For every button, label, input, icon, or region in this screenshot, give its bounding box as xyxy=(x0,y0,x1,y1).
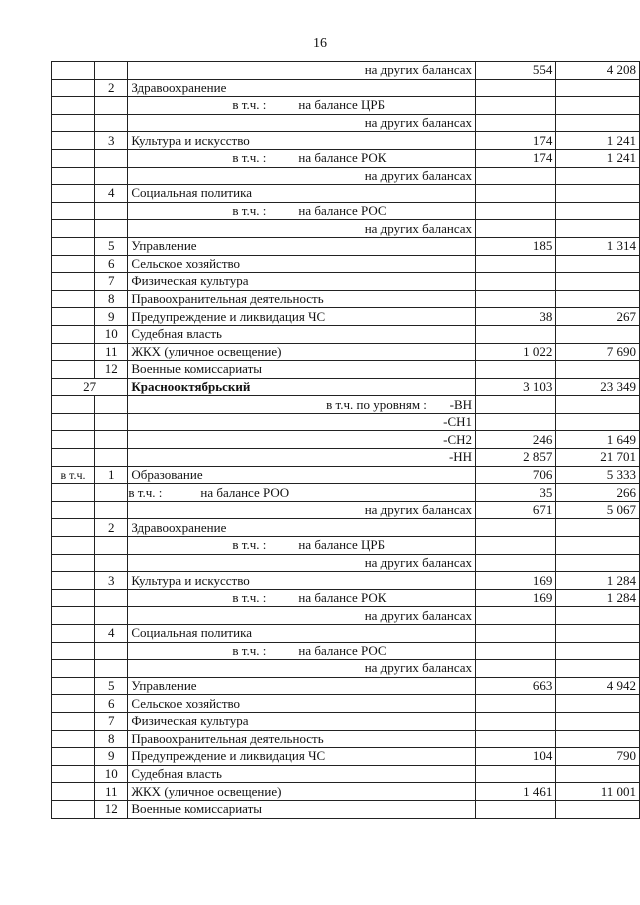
value-col-2 xyxy=(556,97,640,115)
region-number: 27 xyxy=(52,378,128,396)
value-col-1: 38 xyxy=(476,308,556,326)
tch-cell xyxy=(52,431,95,449)
row-number xyxy=(95,431,128,449)
row-number xyxy=(95,449,128,467)
value-col-1 xyxy=(476,519,556,537)
value-col-2 xyxy=(556,202,640,220)
table-row xyxy=(52,607,640,625)
row-number xyxy=(95,660,128,678)
row-number xyxy=(95,413,128,431)
row-number: 3 xyxy=(95,132,128,150)
row-number xyxy=(95,396,128,414)
value-col-2 xyxy=(556,607,640,625)
row-number xyxy=(95,220,128,238)
sector-name: Предупреждение и ликвидация ЧС xyxy=(128,748,476,766)
sector-name: Управление xyxy=(128,237,476,255)
table-row xyxy=(52,185,640,203)
balance-name: на балансе РОС xyxy=(298,642,387,658)
value-col-2 xyxy=(556,167,640,185)
row-number: 12 xyxy=(95,800,128,818)
tch-cell xyxy=(52,783,95,801)
table-row xyxy=(52,625,640,643)
table-row xyxy=(52,748,640,766)
value-col-1 xyxy=(476,695,556,713)
row-number: 2 xyxy=(95,79,128,97)
table-row xyxy=(52,149,640,167)
value-col-1: 1 022 xyxy=(476,343,556,361)
table-row xyxy=(52,466,640,484)
row-number xyxy=(95,642,128,660)
table-row xyxy=(52,501,640,519)
table-row xyxy=(52,361,640,379)
level-label xyxy=(128,396,476,414)
sector-name: Культура и искусство xyxy=(128,572,476,590)
row-number xyxy=(95,114,128,132)
level-label: -НН xyxy=(128,449,476,467)
row-number: 8 xyxy=(95,290,128,308)
table-row xyxy=(52,449,640,467)
tch-cell xyxy=(52,449,95,467)
value-col-2 xyxy=(556,255,640,273)
value-col-2 xyxy=(556,537,640,555)
value-col-2: 4 208 xyxy=(556,62,640,80)
row-number xyxy=(95,62,128,80)
table-row xyxy=(52,202,640,220)
table-row xyxy=(52,396,640,414)
value-col-1 xyxy=(476,712,556,730)
tch-cell xyxy=(52,695,95,713)
tch-cell xyxy=(52,361,95,379)
sector-name: ЖКХ (уличное освещение) xyxy=(128,343,476,361)
other-balance-label: на других балансах xyxy=(128,501,476,519)
balance-label xyxy=(128,589,476,607)
row-number xyxy=(95,97,128,115)
sector-name: Правоохранительная деятельность xyxy=(128,290,476,308)
table-body xyxy=(52,62,640,819)
value-col-2: 1 284 xyxy=(556,572,640,590)
levels-prefix: в т.ч. по уровням : xyxy=(326,396,427,412)
table-row xyxy=(52,800,640,818)
row-number xyxy=(95,484,128,502)
value-col-2: 1 241 xyxy=(556,149,640,167)
tch-cell xyxy=(52,202,95,220)
balance-name: на балансе РОС xyxy=(298,203,387,219)
value-col-1 xyxy=(476,202,556,220)
row-number xyxy=(95,607,128,625)
value-col-1 xyxy=(476,730,556,748)
value-col-2 xyxy=(556,519,640,537)
tch-cell xyxy=(52,572,95,590)
value-col-2: 4 942 xyxy=(556,677,640,695)
value-col-2 xyxy=(556,625,640,643)
table-row xyxy=(52,290,640,308)
sector-name: Физическая культура xyxy=(128,273,476,291)
tch-cell xyxy=(52,537,95,555)
sector-name: Военные комиссариаты xyxy=(128,361,476,379)
sector-name: Сельское хозяйство xyxy=(128,695,476,713)
row-number xyxy=(95,149,128,167)
row-number: 6 xyxy=(95,255,128,273)
sector-name: Социальная политика xyxy=(128,625,476,643)
value-col-1: 174 xyxy=(476,149,556,167)
tch-cell xyxy=(52,712,95,730)
sector-name: Военные комиссариаты xyxy=(128,800,476,818)
row-number: 1 xyxy=(95,466,128,484)
sector-name: Физическая культура xyxy=(128,712,476,730)
tch-cell xyxy=(52,114,95,132)
value-col-2: 21 701 xyxy=(556,449,640,467)
value-col-2: 1 314 xyxy=(556,237,640,255)
table-row xyxy=(52,572,640,590)
row-number: 4 xyxy=(95,625,128,643)
value-col-2 xyxy=(556,325,640,343)
row-number: 7 xyxy=(95,712,128,730)
value-col-2 xyxy=(556,695,640,713)
value-col-2 xyxy=(556,660,640,678)
balance-name: на балансе ЦРБ xyxy=(298,97,386,113)
value-col-1 xyxy=(476,642,556,660)
tch-cell xyxy=(52,97,95,115)
tch-cell xyxy=(52,748,95,766)
tch-cell xyxy=(52,237,95,255)
row-number: 9 xyxy=(95,308,128,326)
tch-cell: в т.ч. xyxy=(52,466,95,484)
value-col-2 xyxy=(556,712,640,730)
row-number: 2 xyxy=(95,519,128,537)
value-col-2 xyxy=(556,396,640,414)
value-col-2 xyxy=(556,642,640,660)
value-col-1: 1 461 xyxy=(476,783,556,801)
value-col-1: 2 857 xyxy=(476,449,556,467)
row-number: 6 xyxy=(95,695,128,713)
other-balance-label: на других балансах xyxy=(128,114,476,132)
table-row xyxy=(52,730,640,748)
row-number xyxy=(95,554,128,572)
tch-cell xyxy=(52,554,95,572)
table-row xyxy=(52,677,640,695)
tch-cell xyxy=(52,79,95,97)
value-col-2 xyxy=(556,800,640,818)
table-row xyxy=(52,484,640,502)
value-col-2 xyxy=(556,220,640,238)
table-row xyxy=(52,220,640,238)
value-col-2: 11 001 xyxy=(556,783,640,801)
value-col-1 xyxy=(476,290,556,308)
row-number xyxy=(95,501,128,519)
balance-label xyxy=(128,149,476,167)
tch-cell xyxy=(52,413,95,431)
row-number: 11 xyxy=(95,343,128,361)
row-number xyxy=(95,167,128,185)
value-col-1 xyxy=(476,625,556,643)
row-number: 4 xyxy=(95,185,128,203)
value-col-1 xyxy=(476,273,556,291)
table-row xyxy=(52,431,640,449)
value-col-2: 267 xyxy=(556,308,640,326)
table-row xyxy=(52,167,640,185)
sector-name: Правоохранительная деятельность xyxy=(128,730,476,748)
value-col-2 xyxy=(556,361,640,379)
sector-name: Предупреждение и ликвидация ЧС xyxy=(128,308,476,326)
table-row xyxy=(52,660,640,678)
sector-name: Социальная политика xyxy=(128,185,476,203)
value-col-1 xyxy=(476,167,556,185)
level-label: -СН2 xyxy=(128,431,476,449)
value-col-2: 5 067 xyxy=(556,501,640,519)
including-prefix: в т.ч. : xyxy=(232,203,267,219)
value-col-1: 104 xyxy=(476,748,556,766)
row-number: 7 xyxy=(95,273,128,291)
value-col-1 xyxy=(476,660,556,678)
balance-name: на балансе РОК xyxy=(298,150,387,166)
value-col-2 xyxy=(556,765,640,783)
value-col-1 xyxy=(476,97,556,115)
table-row xyxy=(52,765,640,783)
row-number: 8 xyxy=(95,730,128,748)
value-col-1: 671 xyxy=(476,501,556,519)
value-col-1: 185 xyxy=(476,237,556,255)
tch-cell xyxy=(52,625,95,643)
balance-label xyxy=(128,97,476,115)
tch-cell xyxy=(52,607,95,625)
tch-cell xyxy=(52,484,95,502)
other-balance-label: на других балансах xyxy=(128,554,476,572)
value-col-1: 706 xyxy=(476,466,556,484)
value-col-1: 169 xyxy=(476,572,556,590)
value-col-1 xyxy=(476,537,556,555)
balance-label xyxy=(128,537,476,555)
tch-cell xyxy=(52,273,95,291)
tch-cell xyxy=(52,185,95,203)
value-col-2 xyxy=(556,114,640,132)
value-col-1 xyxy=(476,255,556,273)
value-col-1: 174 xyxy=(476,132,556,150)
value-col-1: 246 xyxy=(476,431,556,449)
tch-cell xyxy=(52,308,95,326)
value-col-1 xyxy=(476,325,556,343)
value-col-2: 5 333 xyxy=(556,466,640,484)
value-col-2: 23 349 xyxy=(556,378,640,396)
table-row xyxy=(52,537,640,555)
tch-cell xyxy=(52,519,95,537)
table-row xyxy=(52,695,640,713)
row-number xyxy=(95,202,128,220)
including-prefix: в т.ч. : xyxy=(232,590,267,606)
value-col-2 xyxy=(556,290,640,308)
row-number: 10 xyxy=(95,325,128,343)
tch-cell xyxy=(52,730,95,748)
table-row xyxy=(52,97,640,115)
value-col-1 xyxy=(476,800,556,818)
table-row xyxy=(52,237,640,255)
tch-cell xyxy=(52,589,95,607)
row-number: 5 xyxy=(95,677,128,695)
value-col-2 xyxy=(556,185,640,203)
other-balance-label: на других балансах xyxy=(128,660,476,678)
region-name: Краснооктябрьский xyxy=(128,378,476,396)
value-col-1: 663 xyxy=(476,677,556,695)
other-balance-label: на других балансах xyxy=(128,607,476,625)
page-number: 16 xyxy=(313,36,327,51)
including-prefix: в т.ч. : xyxy=(232,150,267,166)
balance-name: на балансе ЦРБ xyxy=(298,537,386,553)
value-col-2 xyxy=(556,730,640,748)
table-row xyxy=(52,255,640,273)
table-row xyxy=(52,554,640,572)
value-col-1 xyxy=(476,114,556,132)
table-row xyxy=(52,642,640,660)
balance-name: на балансе РОК xyxy=(298,590,387,606)
balance-label xyxy=(128,642,476,660)
tch-cell xyxy=(52,220,95,238)
row-number: 5 xyxy=(95,237,128,255)
tch-cell xyxy=(52,660,95,678)
value-col-2 xyxy=(556,79,640,97)
sector-name: Здравоохранение xyxy=(128,519,476,537)
other-balance-label: на других балансах xyxy=(128,62,476,80)
value-col-1 xyxy=(476,361,556,379)
value-col-1 xyxy=(476,220,556,238)
including-prefix: в т.ч. : xyxy=(232,97,267,113)
sector-name: Здравоохранение xyxy=(128,79,476,97)
budget-table xyxy=(51,61,640,819)
tch-cell xyxy=(52,149,95,167)
sector-name: Судебная власть xyxy=(128,325,476,343)
sector-name: Сельское хозяйство xyxy=(128,255,476,273)
value-col-2: 1 284 xyxy=(556,589,640,607)
table-row xyxy=(52,114,640,132)
row-number xyxy=(95,537,128,555)
tch-cell xyxy=(52,255,95,273)
balance-label xyxy=(128,202,476,220)
value-col-1 xyxy=(476,79,556,97)
tch-cell xyxy=(52,290,95,308)
value-col-1 xyxy=(476,185,556,203)
table-row xyxy=(52,589,640,607)
value-col-1: 554 xyxy=(476,62,556,80)
value-col-1: 35 xyxy=(476,484,556,502)
balance-name: на балансе РОО xyxy=(200,484,290,500)
table-row xyxy=(52,343,640,361)
sector-name: Управление xyxy=(128,677,476,695)
tch-cell xyxy=(52,62,95,80)
value-col-1 xyxy=(476,413,556,431)
table-row xyxy=(52,519,640,537)
table-row xyxy=(52,132,640,150)
value-col-1: 169 xyxy=(476,589,556,607)
tch-cell xyxy=(52,800,95,818)
value-col-2: 7 690 xyxy=(556,343,640,361)
tch-cell xyxy=(52,396,95,414)
level-name: -ВН xyxy=(449,396,473,412)
other-balance-label: на других балансах xyxy=(128,220,476,238)
table-row xyxy=(52,413,640,431)
tch-cell xyxy=(52,765,95,783)
row-number: 11 xyxy=(95,783,128,801)
table-row xyxy=(52,712,640,730)
table-row xyxy=(52,273,640,291)
table-row xyxy=(52,62,640,80)
value-col-2 xyxy=(556,554,640,572)
level-label: -СН1 xyxy=(128,413,476,431)
tch-cell xyxy=(52,677,95,695)
row-number xyxy=(95,589,128,607)
balance-label xyxy=(128,484,476,502)
other-balance-label: на других балансах xyxy=(128,167,476,185)
including-prefix: в т.ч. : xyxy=(128,484,163,500)
row-number: 12 xyxy=(95,361,128,379)
value-col-2: 1 241 xyxy=(556,132,640,150)
value-col-1 xyxy=(476,765,556,783)
tch-cell xyxy=(52,132,95,150)
tch-cell xyxy=(52,501,95,519)
value-col-1 xyxy=(476,607,556,625)
tch-cell xyxy=(52,325,95,343)
value-col-2: 266 xyxy=(556,484,640,502)
value-col-2: 1 649 xyxy=(556,431,640,449)
sector-name: Судебная власть xyxy=(128,765,476,783)
value-col-2 xyxy=(556,413,640,431)
including-prefix: в т.ч. : xyxy=(232,537,267,553)
sector-name: Образование xyxy=(128,466,476,484)
tch-cell xyxy=(52,642,95,660)
tch-cell xyxy=(52,167,95,185)
table-row xyxy=(52,79,640,97)
row-number: 9 xyxy=(95,748,128,766)
row-number: 3 xyxy=(95,572,128,590)
table-row xyxy=(52,325,640,343)
sector-name: Культура и искусство xyxy=(128,132,476,150)
row-number: 10 xyxy=(95,765,128,783)
sector-name: ЖКХ (уличное освещение) xyxy=(128,783,476,801)
table-row xyxy=(52,378,640,396)
value-col-1 xyxy=(476,554,556,572)
value-col-2: 790 xyxy=(556,748,640,766)
value-col-2 xyxy=(556,273,640,291)
tch-cell xyxy=(52,343,95,361)
value-col-1: 3 103 xyxy=(476,378,556,396)
table-row xyxy=(52,308,640,326)
table-row xyxy=(52,783,640,801)
value-col-1 xyxy=(476,396,556,414)
including-prefix: в т.ч. : xyxy=(232,642,267,658)
